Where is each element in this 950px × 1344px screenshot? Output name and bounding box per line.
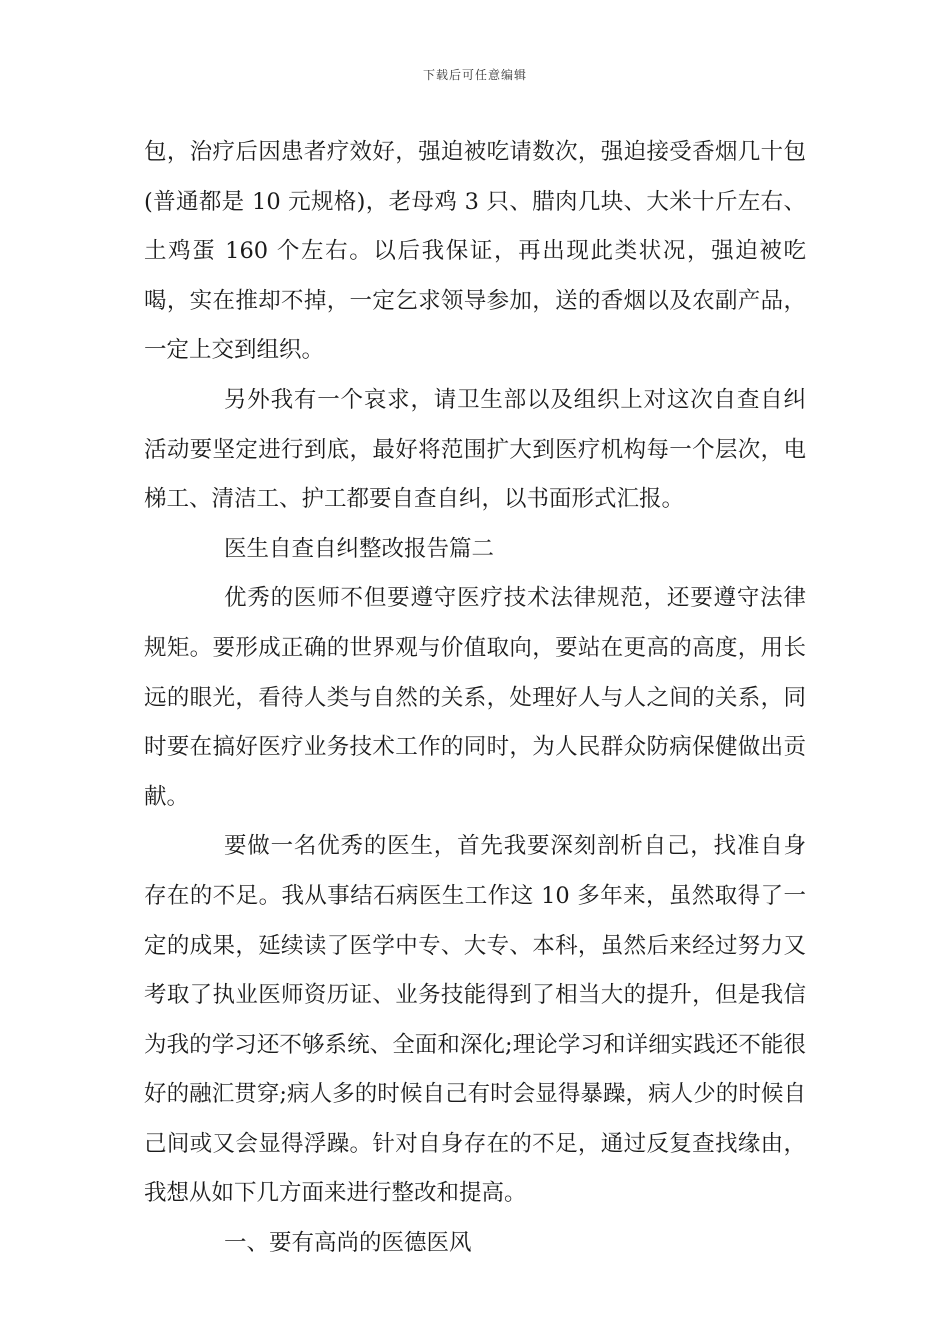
paragraph: 要做一名优秀的医生，首先我要深刻剖析自己，找准自身存在的不足。我从事结石病医生工作这 10 多年来，虽然取得了一定的成果，延续读了医学中专、大专、本科，虽然后来经过努力又考取了执业医师资历证、业务技能得到了相当大的提升，但是我信为我的学习还不够系统、全面和深化;理论学习和详细实践还不能很好的融汇贯穿;病人多的时候自己有时会显得暴躁，病人少的时候自己间或又会显得浮躁。针对自身存在的不足，通过反复查找缘由，我想从如下几方面来进行整改和提高。 xyxy=(144,833,806,1207)
section-heading: 一、要有高尚的医德医风 xyxy=(224,1230,472,1257)
paragraph: 优秀的医师不但要遵守医疗技术法律规范，还要遵守法律规矩。要形成正确的世界观与价值取向，要站在更高的高度，用长远的眼光，看待人类与自然的关系，处理好人与人之间的关系，同时要在搞好医疗业务技术工作的同时，为人民群众防病保健做出贡献。 xyxy=(144,585,806,810)
paragraph: 包，治疗后因患者疗效好，强迫被吃请数次，强迫接受香烟几十包(普通都是 10 元规格)，老母鸡 3 只、腊肉几块、大米十斤左右、土鸡蛋 160 个左右。以后我保证，再出现此类状况，强迫被吃喝，实在推却不掉，一定乞求领导参加，送的香烟以及农副产品，一定上交到组织。 xyxy=(144,139,806,364)
document-body xyxy=(144,128,806,1269)
section-heading: 医生自查自纠整改报告篇二 xyxy=(224,535,495,562)
page-header: 下载后可任意编辑 xyxy=(422,68,527,82)
paragraph: 另外我有一个哀求，请卫生部以及组织上对这次自查自纠活动要坚定进行到底，最好将范围扩大到医疗机构每一个层次，电梯工、清洁工、护工都要自查自纠，以书面形式汇报。 xyxy=(144,386,806,513)
